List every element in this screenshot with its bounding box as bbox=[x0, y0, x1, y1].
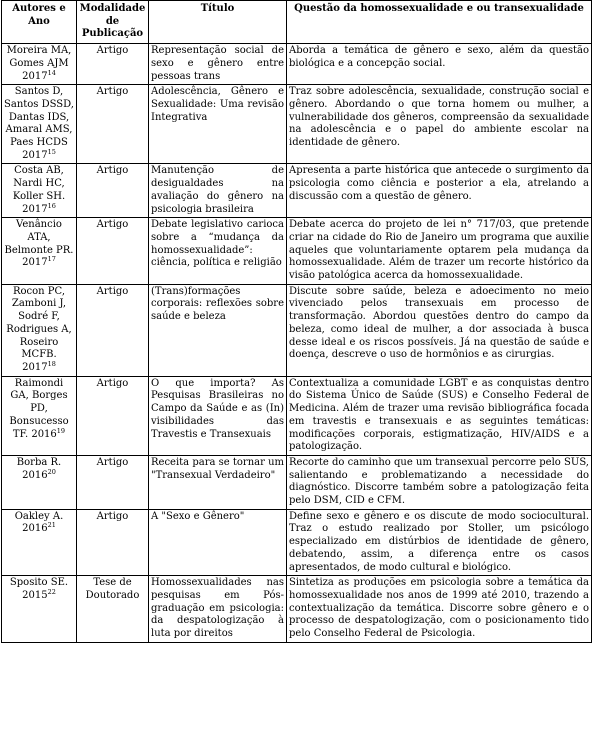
header-publication-type: Modalidade de Publicação bbox=[77, 1, 149, 44]
authors-text: Venâncio ATA, Belmonte PR. 2017 bbox=[4, 219, 74, 269]
cell-authors bbox=[2, 218, 77, 285]
authors-text: Costa AB, Nardi HC, Koller SH. 2017 bbox=[12, 165, 66, 215]
cell-publication-type: Artigo bbox=[77, 284, 149, 376]
cell-authors bbox=[2, 85, 77, 164]
cell-authors bbox=[2, 576, 77, 643]
cell-description: Aborda a temática de gênero e sexo, além da questão biológica e a concepção social. bbox=[287, 44, 592, 85]
reference-number: 15 bbox=[47, 147, 56, 156]
cell-description: Traz sobre adolescência, sexualidade, construção social e gênero. Abordando o que torna homem ou mulher, a vulnerabilidade dos gêneros, compreensão da sexualidade na adolescência e o papel do ambiente escolar na identidade de gênero. bbox=[287, 85, 592, 164]
cell-publication-type: Artigo bbox=[77, 164, 149, 218]
authors-text: Sposito SE. 2015 bbox=[9, 577, 69, 601]
reference-number: 14 bbox=[47, 68, 56, 77]
cell-title: Homossexualidades nas pesquisas em Pós-graduação em psicologia: da despatologização à luta por direitos bbox=[149, 576, 287, 643]
cell-authors bbox=[2, 509, 77, 576]
header-issue: Questão da homossexualidade e ou transexualidade bbox=[287, 1, 592, 44]
cell-publication-type: Artigo bbox=[77, 218, 149, 285]
table-row bbox=[2, 284, 592, 376]
authors-text: Rocon PC, Zamboni J, Sodré F, Rodrigues A, Roseiro MCFB. 2017 bbox=[6, 285, 72, 373]
table-row bbox=[2, 164, 592, 218]
authors-text: Borba R. 2016 bbox=[16, 456, 62, 481]
cell-authors bbox=[2, 376, 77, 455]
reference-number: 16 bbox=[47, 201, 56, 210]
cell-authors bbox=[2, 455, 77, 509]
table-row bbox=[2, 576, 592, 643]
table-row bbox=[2, 509, 592, 576]
authors-text: Moreira MA, Gomes AJM 2017 bbox=[6, 45, 72, 82]
cell-authors bbox=[2, 44, 77, 85]
cell-publication-type: Artigo bbox=[77, 44, 149, 85]
cell-description: Apresenta a parte histórica que antecede o surgimento da psicologia como ciência e posterior a ela, atrelando a discussão com a questão de gênero. bbox=[287, 164, 592, 218]
cell-title: Representação social de sexo e gênero entre pessoas trans bbox=[149, 44, 287, 85]
literature-review-table bbox=[1, 0, 592, 643]
table-row bbox=[2, 376, 592, 455]
cell-description: Define sexo e gênero e os discute de modo sociocultural. Traz o estudo realizado por Stoller, um psicólogo especializado em distúrbios de identidade de gênero, debatendo, assim, a diferença entre os casos apresentados, de modo cultural e biológico. bbox=[287, 509, 592, 576]
cell-description: Contextualiza a comunidade LGBT e as conquistas dentro do Sistema Único de Saúde (SUS) e Conselho Federal de Medicina. Além de trazer uma revisão bibliográfica focada em travestis e transexuais e as seguintes temáticas: modificações corporais, estigmatização, HIV/AIDS e a patologização. bbox=[287, 376, 592, 455]
cell-description: Debate acerca do projeto de lei n° 717/03, que pretende criar na cidade do Rio de Janeiro um programa que auxilie aqueles que voluntariamente optarem pela mudança da homossexualidade. Além de trazer um recorte histórico da visão patológica acerca da homossexualidade. bbox=[287, 218, 592, 285]
cell-publication-type: Artigo bbox=[77, 455, 149, 509]
authors-text: Oakley A. 2016 bbox=[14, 510, 64, 535]
cell-publication-type: Artigo bbox=[77, 376, 149, 455]
cell-title: A "Sexo e Gênero" bbox=[149, 509, 287, 576]
header-authors: Autores e Ano bbox=[2, 1, 77, 44]
reference-number: 21 bbox=[47, 521, 56, 530]
cell-title: O que importa? As Pesquisas Brasileiras no Campo da Saúde e as (In) visibilidades das Travestis e Transexuais bbox=[149, 376, 287, 455]
cell-description: Sintetiza as produções em psicologia sobre a temática da homossexualidade nos anos de 1999 até 2010, trazendo a contextualização da temática. Discorre sobre gênero e o processo de despatologização, com o posicionamento tido pelo Conselho Federal de Psicologia. bbox=[287, 576, 592, 643]
header-title: Título bbox=[149, 1, 287, 44]
cell-description: Recorte do caminho que um transexual percorre pelo SUS, salientando e problematizando a necessidade do diagnóstico. Discorre também sobre a patologização feita pelo DSM, CID e CFM. bbox=[287, 455, 592, 509]
reference-number: 17 bbox=[47, 255, 56, 264]
authors-text: Raimondi GA, Borges PD, Bonsucesso TF. 2016 bbox=[9, 377, 69, 440]
cell-publication-type: Artigo bbox=[77, 509, 149, 576]
reference-number: 22 bbox=[47, 587, 56, 596]
cell-title: Debate legislativo carioca sobre a “mudança da homossexualidade”: ciência, política e religião bbox=[149, 218, 287, 285]
reference-number: 19 bbox=[56, 426, 66, 435]
table-header-row bbox=[2, 1, 592, 44]
cell-authors bbox=[2, 164, 77, 218]
table-row bbox=[2, 85, 592, 164]
table-row bbox=[2, 455, 592, 509]
cell-title: Manutenção de desigualdades na avaliação do gênero na psicologia brasileira bbox=[149, 164, 287, 218]
table-row bbox=[2, 218, 592, 285]
authors-text: Santos D, Santos DSSD, Dantas IDS, Amaral AMS, Paes HCDS 2017 bbox=[4, 86, 74, 161]
reference-number: 18 bbox=[47, 359, 56, 368]
cell-title: Adolescência, Gênero e Sexualidade: Uma revisão Integrativa bbox=[149, 85, 287, 164]
cell-title: Receita para se tornar um "Transexual Verdadeiro" bbox=[149, 455, 287, 509]
cell-publication-type: Artigo bbox=[77, 85, 149, 164]
cell-title: (Trans)formações corporais: reflexões sobre saúde e beleza bbox=[149, 284, 287, 376]
table-row bbox=[2, 44, 592, 85]
cell-description: Discute sobre saúde, beleza e adoecimento no meio vivenciado pelos transexuais em processo de transformação. Abordou questões dentro do campo da beleza, como ideal de mulher, a dor associada à busca desse ideal e os riscos possíveis. Já na questão de saúde e doença, descreve o uso de hormônios e as cirurgias. bbox=[287, 284, 592, 376]
reference-number: 20 bbox=[47, 467, 56, 476]
cell-authors bbox=[2, 284, 77, 376]
cell-publication-type: Tese de Doutorado bbox=[77, 576, 149, 643]
